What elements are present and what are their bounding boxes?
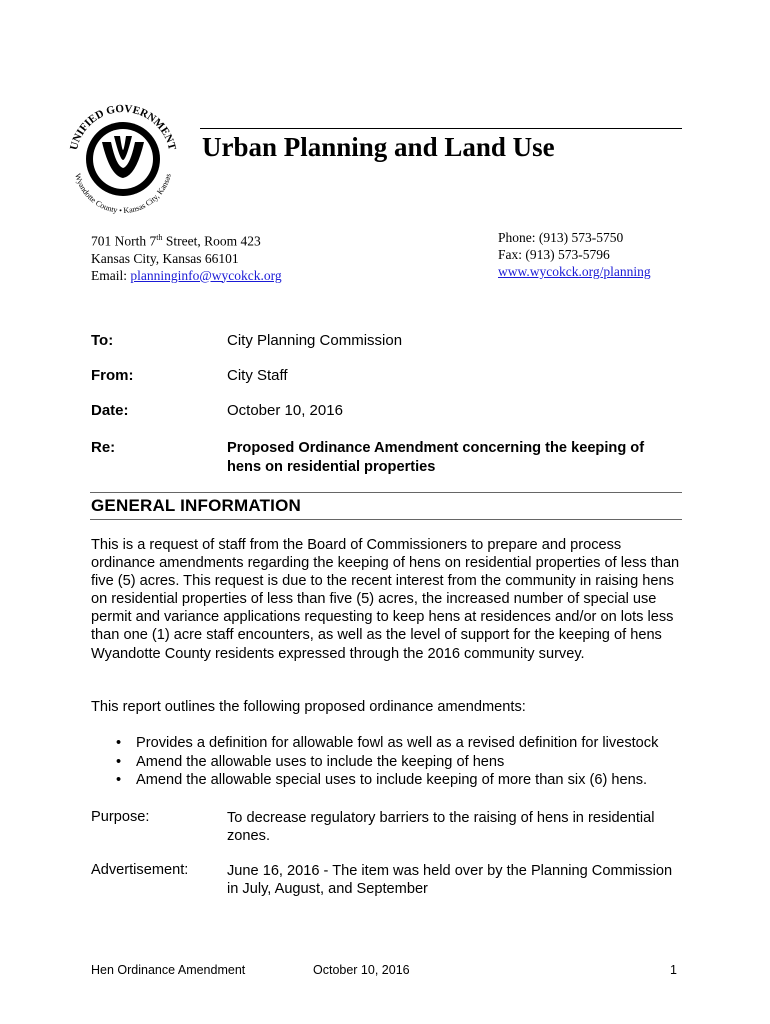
list-item-text: Amend the allowable special uses to include keeping of more than six (6) hens. bbox=[136, 772, 648, 788]
list-item bbox=[91, 734, 691, 753]
memo-re-label: Re: bbox=[91, 439, 116, 456]
general-info-paragraph: This is a request of staff from the Board of Commissioners to prepare and process ordinance amendments regarding the keeping of hens on residential properties of less than five (5) acres. This request is due to the recent interest from the community in raising hens on residential properties of less than five (5) acres, the increased number of special use permit and variance applications requesting to keep hens at residences and/or on lots less than one (1) acre staff encounters, as well as the level of support for the keeping of hens Wyandotte County residents expressed through the 2016 community survey. bbox=[91, 537, 680, 662]
memo-to-value: City Planning Commission bbox=[227, 332, 403, 349]
website-link[interactable]: www.wycokck.org/planning bbox=[498, 264, 651, 279]
office-address bbox=[91, 229, 282, 284]
section-rule-bottom bbox=[90, 519, 682, 520]
address-line-1: 701 North 7th Street, Room 423 bbox=[91, 233, 261, 249]
office-contact bbox=[498, 229, 651, 280]
unified-government-seal bbox=[62, 98, 184, 220]
amendments-list bbox=[91, 734, 691, 790]
memo-re-line-2: hens on residential properties bbox=[227, 459, 436, 475]
footer-date: October 10, 2016 bbox=[313, 963, 410, 977]
list-item bbox=[91, 753, 691, 772]
memo-re-line-1: Proposed Ordinance Amendment concerning the keeping of bbox=[227, 440, 645, 456]
memo-date-value: October 10, 2016 bbox=[227, 402, 343, 419]
header-rule bbox=[200, 128, 682, 129]
address-line-2: Kansas City, Kansas 66101 bbox=[91, 250, 239, 266]
memo-from-value: City Staff bbox=[227, 367, 288, 384]
fax-number: Fax: (913) 573-5796 bbox=[498, 247, 610, 262]
section-heading: GENERAL INFORMATION bbox=[91, 496, 301, 515]
purpose-label: Purpose: bbox=[91, 809, 150, 825]
email-line: Email: planninginfo@wycokck.org bbox=[91, 267, 282, 283]
bullet-icon: • bbox=[116, 753, 122, 770]
bullet-icon: • bbox=[116, 772, 122, 788]
memo-date-label: Date: bbox=[91, 402, 129, 419]
email-link[interactable]: planninginfo@wycokck.org bbox=[130, 267, 282, 283]
list-item-text: Amend the allowable uses to include the keeping of hens bbox=[136, 753, 505, 770]
section-rule-top bbox=[90, 492, 682, 493]
memo-re-value bbox=[227, 439, 644, 477]
page-number: 1 bbox=[670, 963, 677, 977]
bullet-icon: • bbox=[116, 735, 122, 751]
advertisement-label: Advertisement: bbox=[91, 862, 189, 878]
page-title: Urban Planning and Land Use bbox=[202, 132, 555, 162]
purpose-value: To decrease regulatory barriers to the raising of hens in residential zones. bbox=[227, 810, 655, 845]
memo-to-label: To: bbox=[91, 332, 114, 349]
memo-from-label: From: bbox=[91, 367, 134, 384]
list-item bbox=[91, 771, 691, 790]
seal-top-text: UNIFIED GOVERNMENT bbox=[67, 102, 179, 152]
phone-number: Phone: (913) 573-5750 bbox=[498, 230, 624, 245]
list-item-text: Provides a definition for allowable fowl as well as a revised definition for livestock bbox=[136, 735, 659, 751]
advertisement-value: June 16, 2016 - The item was held over by the Planning Commission in July, August, and September bbox=[227, 863, 673, 898]
amendments-intro: This report outlines the following proposed ordinance amendments: bbox=[91, 699, 526, 715]
footer-document-title: Hen Ordinance Amendment bbox=[91, 963, 246, 977]
seal-bottom-text: Wyandotte County • Kansas City, Kansas bbox=[73, 172, 173, 216]
